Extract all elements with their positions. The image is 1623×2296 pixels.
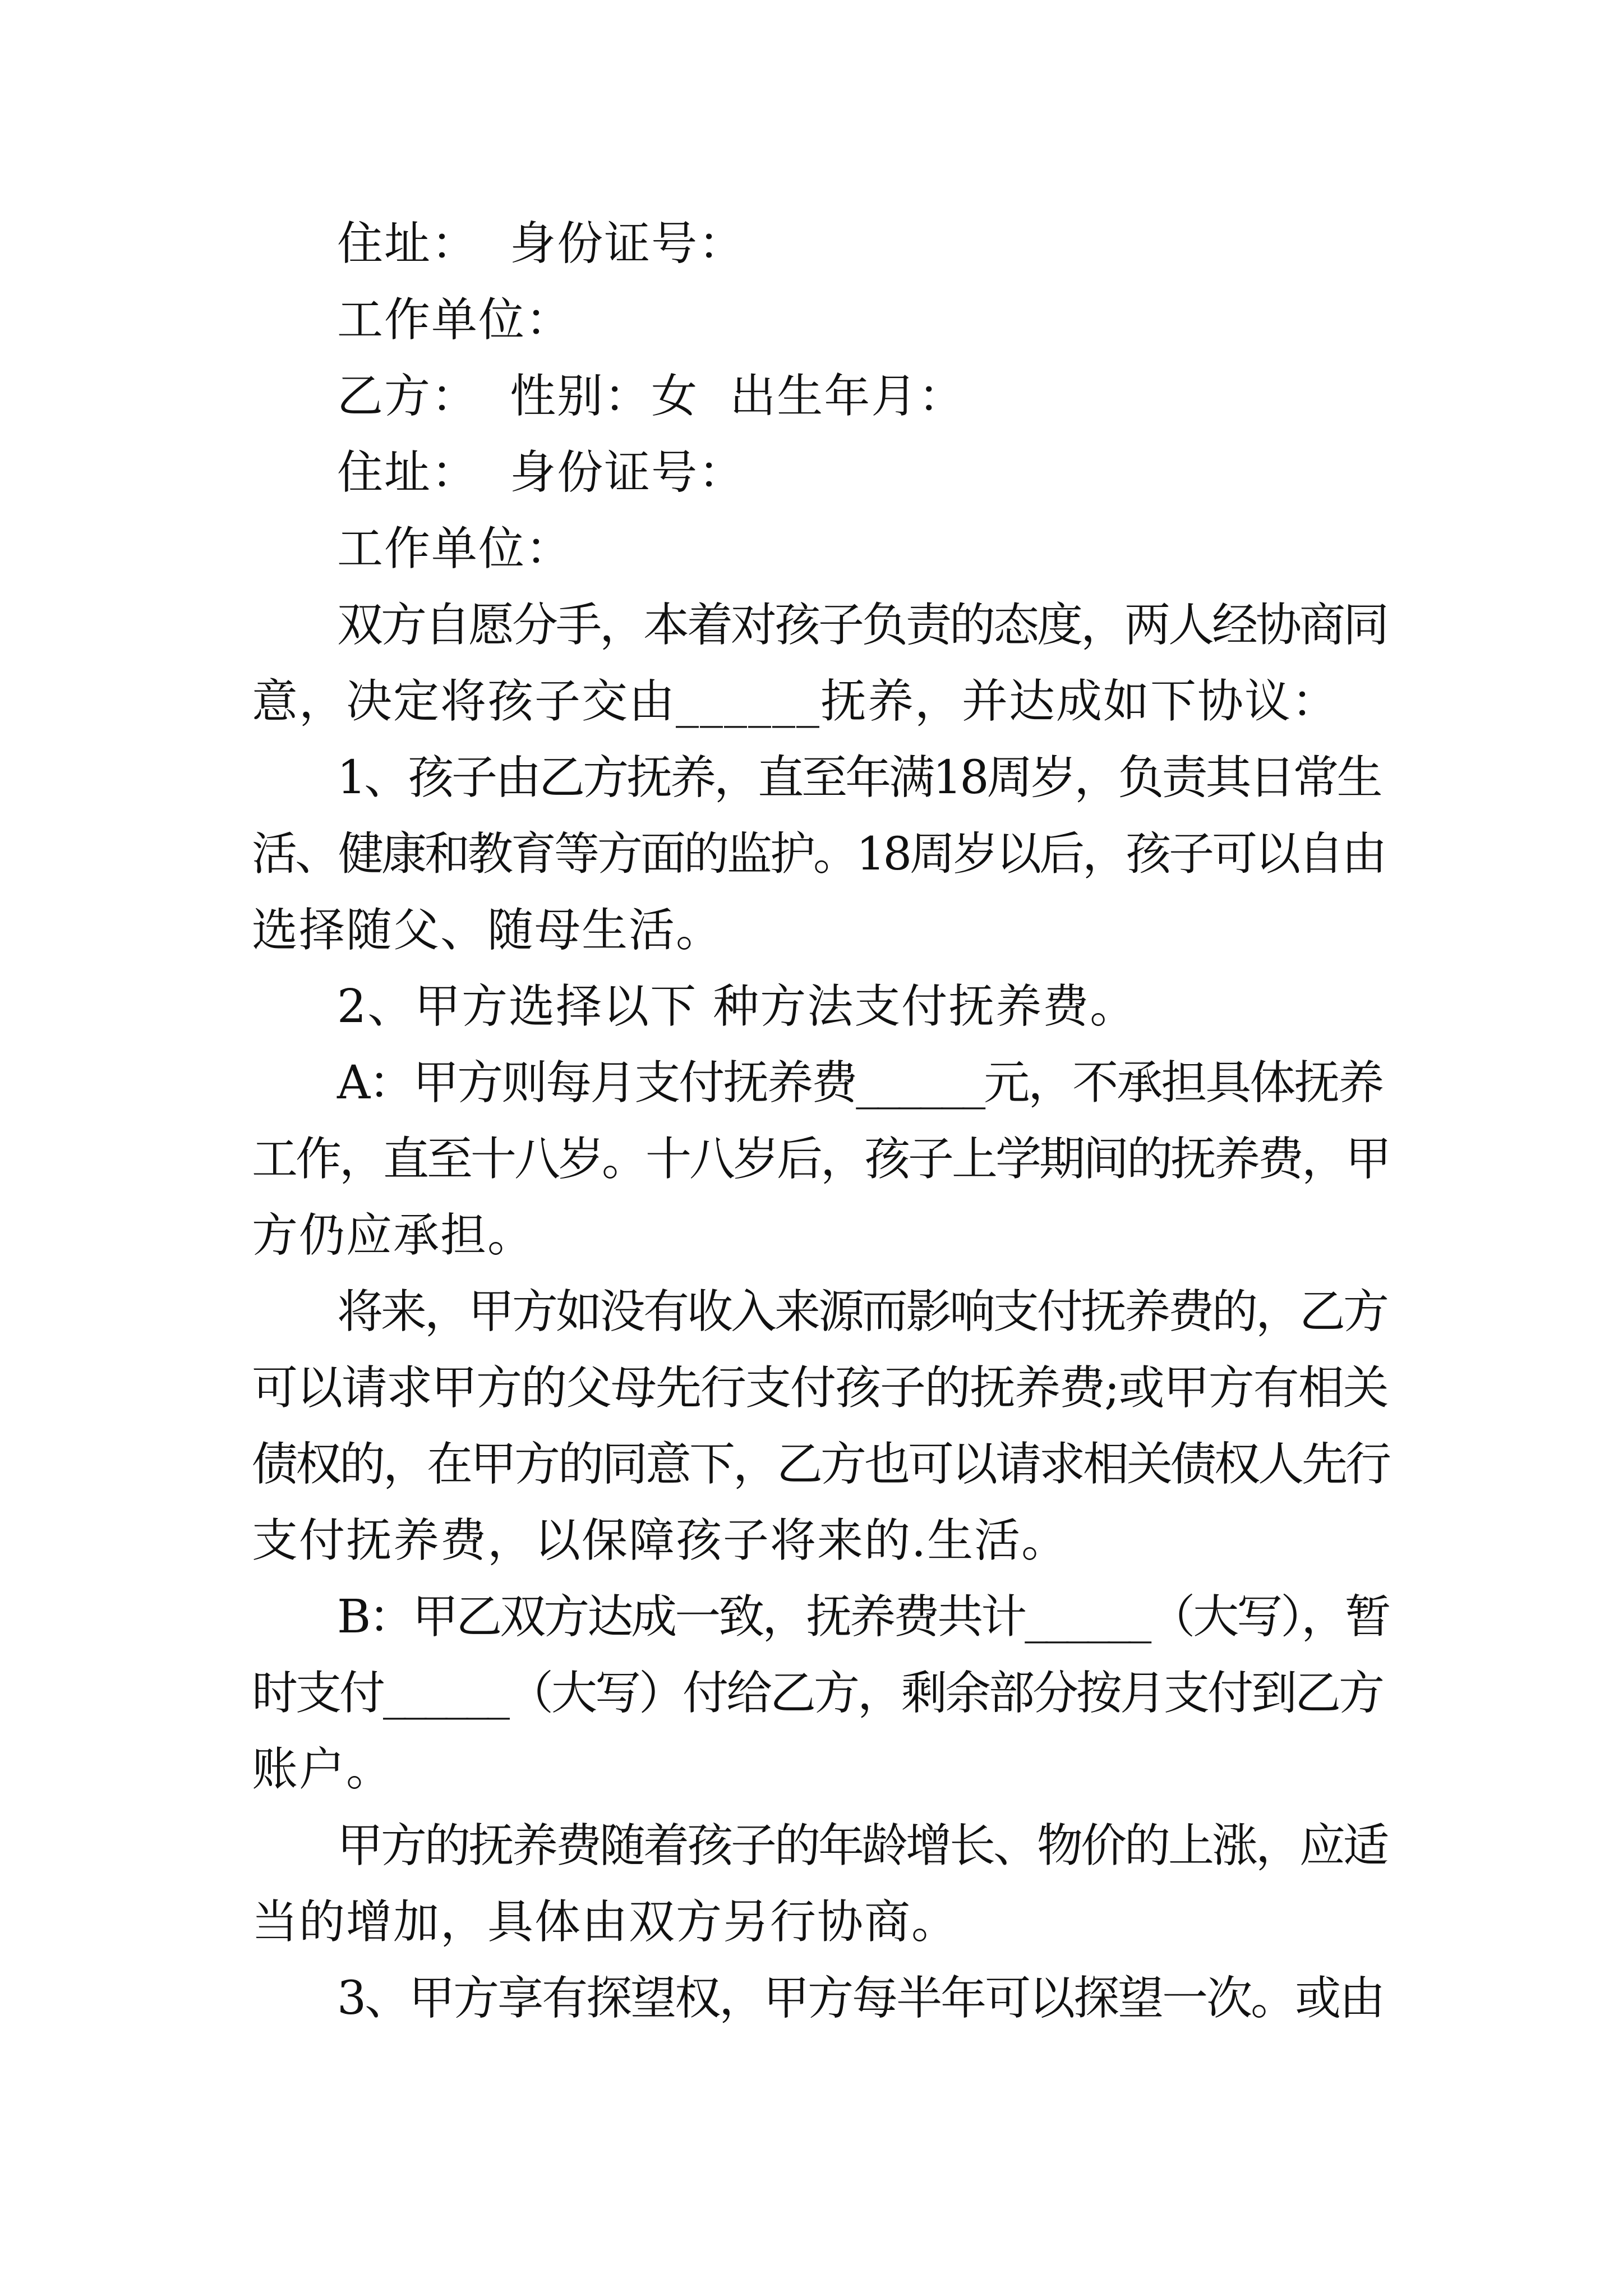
option-b-line-2: 时支付______（大写）付给乙方，剩余部分按月支付到乙方: [252, 1667, 1383, 1720]
option-a-line-3: 方仍应承担。: [252, 1209, 535, 1262]
work-unit-line-party-b: 工作单位：: [337, 522, 573, 576]
option-b-line-1: B：甲乙双方达成一致，抚养费共计______（大写），暂: [337, 1590, 1389, 1644]
clause-3-line-1: 3、甲方享有探望权，甲方每半年可以探望一次。或由: [337, 1972, 1384, 2025]
future-paragraph-line-4: 支付抚养费，以保障孩子将来的.生活。: [252, 1514, 1069, 1567]
clause-1-line-3: 选择随父、随母生活。: [252, 904, 723, 957]
option-a-line-2: 工作，直至十八岁。十八岁后，孩子上学期间的抚养费，甲: [252, 1133, 1390, 1186]
address-id-line-party-a: 住址： 身份证号：: [337, 217, 746, 270]
option-b-line-3: 账户。: [252, 1743, 394, 1796]
increase-paragraph-line-1: 甲方的抚养费随着孩子的年龄增长、物价的上涨，应适: [337, 1819, 1387, 1872]
option-a-line-1: A：甲方则每月支付抚养费______元，不承担具体抚养: [337, 1056, 1383, 1110]
future-paragraph-line-3: 债权的，在甲方的同意下，乙方也可以请求相关债权人先行: [252, 1438, 1390, 1491]
future-paragraph-line-2: 可以请求甲方的父母先行支付孩子的抚养费;或甲方有相关: [252, 1361, 1388, 1415]
party-b-info-line: 乙方： 性别：女 出生年月：: [337, 370, 966, 423]
clause-1-line-1: 1、孩子由乙方抚养，直至年满18周岁，负责其日常生: [337, 751, 1381, 804]
increase-paragraph-line-2: 当的增加，具体由双方另行协商。: [252, 1895, 959, 1949]
intro-paragraph-line-2: 意，决定将孩子交由______抚养，并达成如下协议：: [252, 675, 1339, 728]
address-id-line-party-b: 住址： 身份证号：: [337, 446, 746, 499]
work-unit-line-party-a: 工作单位：: [337, 293, 573, 347]
clause-2-heading: 2、甲方选择以下 种方法支付抚养费。: [337, 980, 1137, 1033]
intro-paragraph-line-1: 双方自愿分手，本着对孩子负责的态度，两人经协商同: [337, 599, 1387, 652]
future-paragraph-line-1: 将来，甲方如没有收入来源而影响支付抚养费的，乙方: [337, 1285, 1387, 1338]
clause-1-line-2: 活、健康和教育等方面的监护。18周岁以后，孩子可以自由: [252, 828, 1385, 881]
